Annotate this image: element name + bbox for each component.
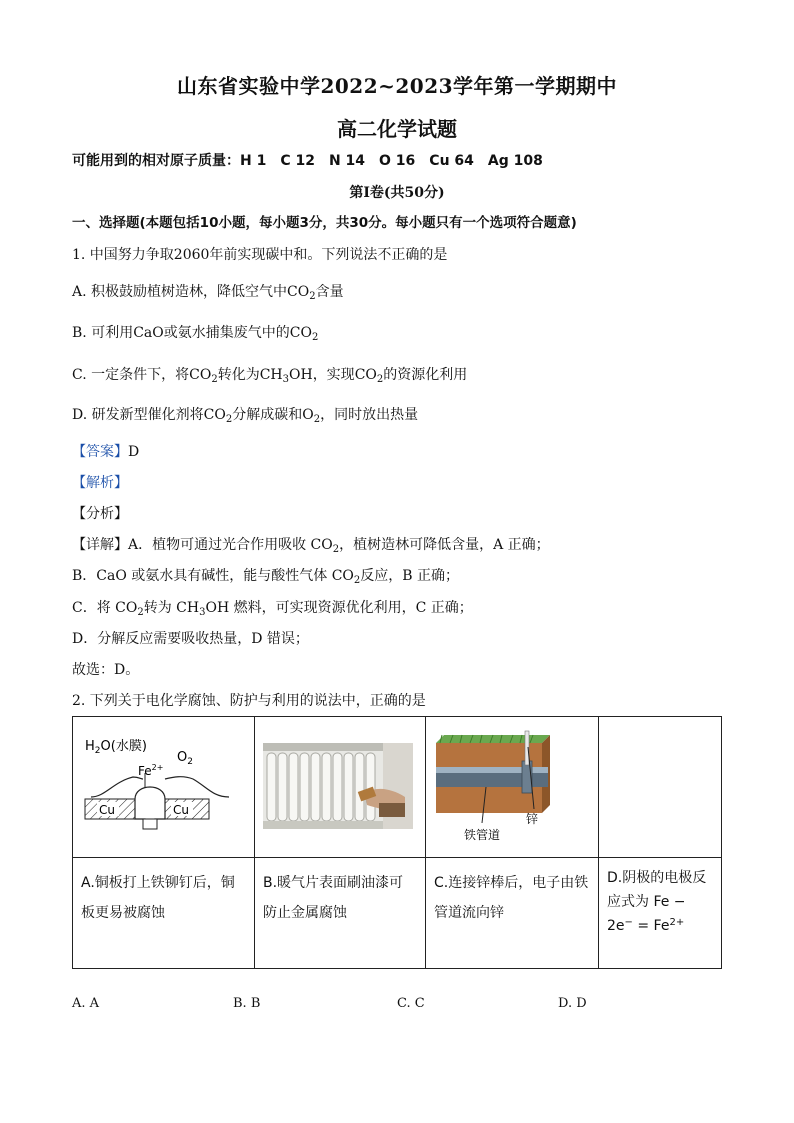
q1-fenxi-tag: 【分析】: [72, 506, 128, 522]
atomic-masses: 可能用到的相对原子质量：H 1 C 12 N 14 O 16 Cu 64 Ag 108: [72, 153, 543, 169]
section-title: 第Ⅰ卷(共50分): [349, 185, 445, 201]
corrosion-diagram: [73, 717, 254, 853]
q2-option-b[interactable]: B. B: [233, 996, 261, 1011]
q2-option-c[interactable]: C. C: [397, 996, 425, 1011]
q1-detail-d: D．分解反应需要吸收热量，D 错误；: [72, 631, 309, 647]
exam-title: 山东省实验中学2022~2023学年第一学期期中: [176, 74, 618, 98]
q2-stem: 2. 下列关于电化学腐蚀、防护与利用的说法中，正确的是: [72, 693, 426, 709]
q1-detail-b: B．CaO 或氨水具有碱性，能与酸性气体 $CO_2$反应，B 正确；: [72, 568, 460, 586]
q1-option-c: C. 一定条件下，将$CO_2$转化为$CH_3OH$，实现$CO_2$的资源化利用: [72, 367, 468, 385]
q2-option-a[interactable]: A. A: [72, 996, 100, 1011]
cu-right-label: Cu: [173, 803, 189, 817]
q2-cell-b: B.暖气片表面刷油漆可防止金属腐蚀: [255, 858, 426, 969]
q1-answer: 【答案】D: [72, 444, 140, 460]
figure-cu-rivet: [73, 717, 255, 858]
zinc-label: 锌: [526, 812, 539, 826]
q1-detail-c: C．将 $CO_2$转为 $CH_3OH$ 燃料，可实现资源优化利用，C 正确；: [72, 600, 473, 618]
figure-empty: [599, 717, 722, 858]
q1-option-a: A. 积极鼓励植树造林，降低空气中$CO_2$含量: [72, 284, 344, 302]
q1-detail-a: 【详解】A．植物可通过光合作用吸收 $CO_2$，植树造林可降低含量，A 正确；: [72, 537, 550, 555]
q2-cell-a: A.铜板打上铁铆钉后，铜板更易被腐蚀: [73, 858, 255, 969]
q1-option-d: D. 研发新型催化剂将$CO_2$分解成碳和$O_2$，同时放出热量: [72, 407, 419, 425]
q2-table: [72, 716, 722, 969]
part1-title: 一、选择题(本题包括10小题，每小题3分，共30分。每小题只有一个选项符合题意): [72, 215, 577, 231]
radiator-photo: [255, 717, 425, 853]
pipe-diagram: [426, 717, 598, 853]
figure-radiator: [255, 717, 426, 858]
q1-analysis-tag: 【解析】: [72, 475, 128, 491]
q2-cell-c: C.连接锌棒后，电子由铁管道流向锌: [426, 858, 599, 969]
q2-option-d[interactable]: D. D: [558, 996, 587, 1011]
fe-ion-label: $Fe^{2+}$: [138, 763, 164, 778]
iron-pipe-label: 铁管道: [464, 828, 501, 842]
water-film-label: $H_2O$(水膜): [85, 739, 147, 756]
exam-subtitle: 高二化学试题: [337, 117, 457, 141]
figure-pipe-zinc: [426, 717, 599, 858]
q2-cell-d: D.阴极的电极反应式为 $Fe - 2e^- = Fe^{2+}$: [599, 858, 722, 969]
cu-left-label: Cu: [99, 803, 115, 817]
q1-conclusion: 故选：D。: [72, 662, 140, 678]
q1-option-b: B. 可利用CaO或氨水捕集废气中的$CO_2$: [72, 325, 319, 343]
q1-stem: 1. 中国努力争取2060年前实现碳中和。下列说法不正确的是: [72, 247, 448, 263]
oxygen-label: $O_2$: [177, 750, 193, 767]
